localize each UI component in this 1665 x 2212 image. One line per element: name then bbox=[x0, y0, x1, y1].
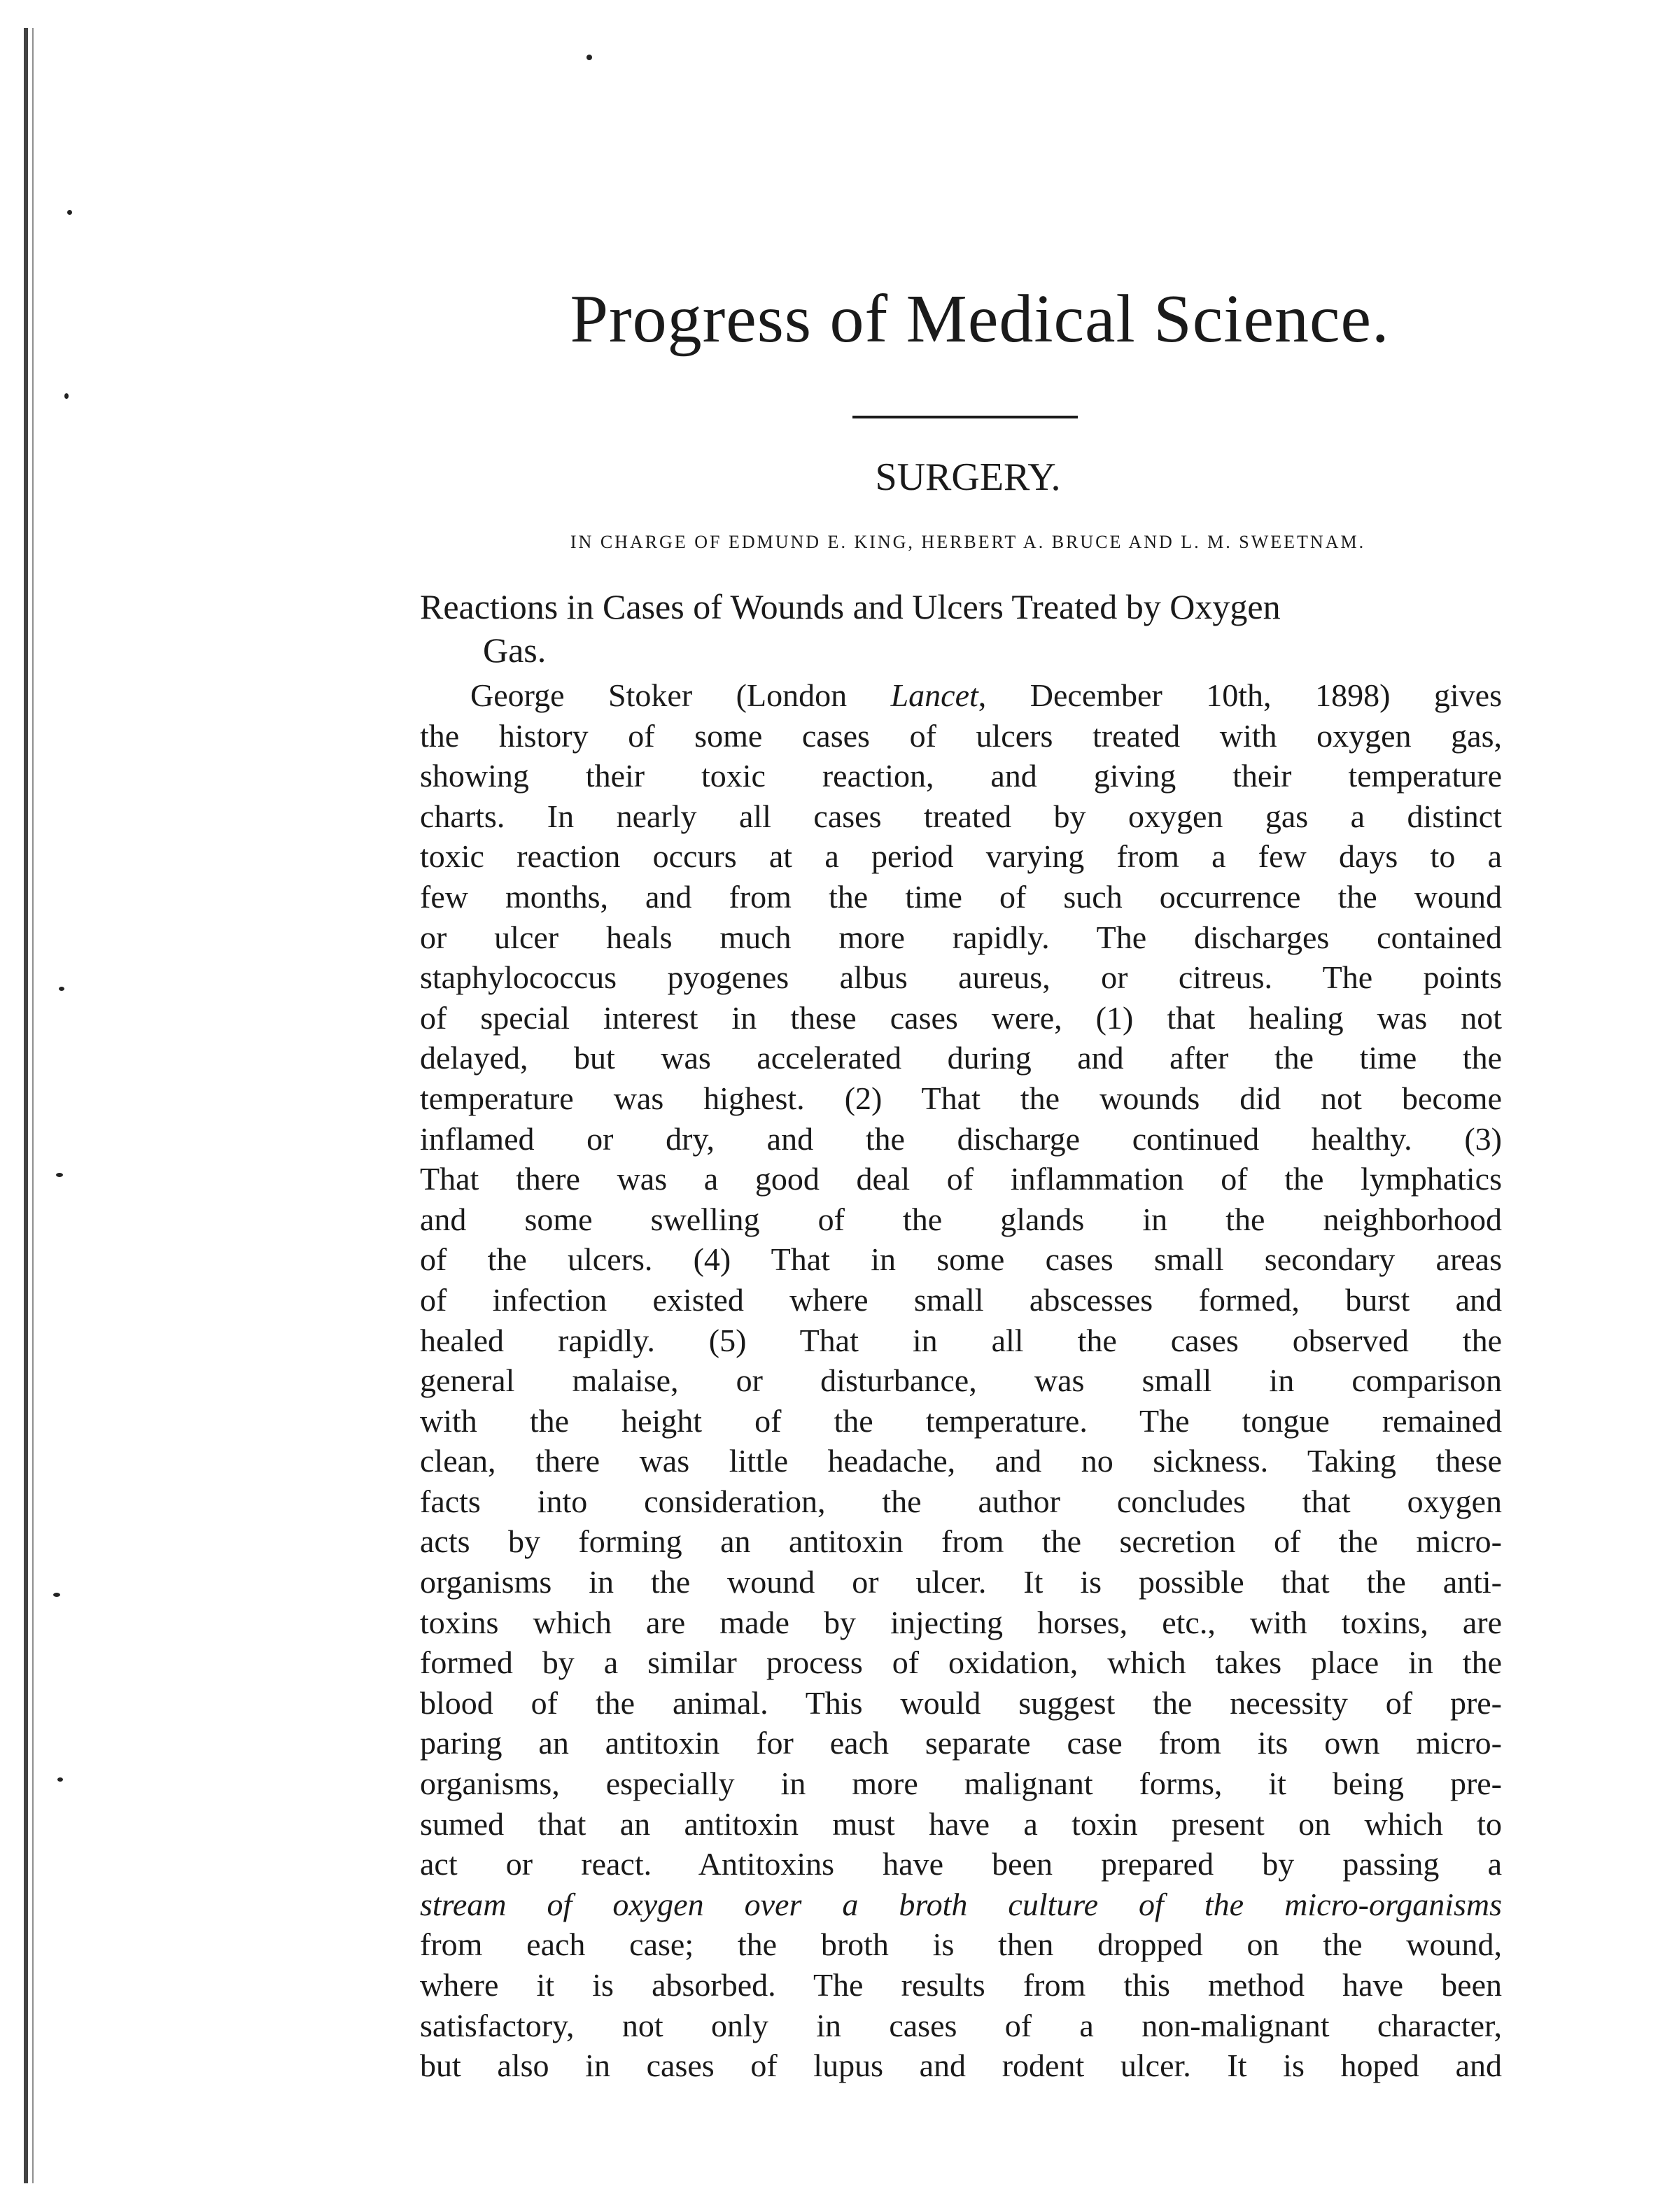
article-body-line: satisfactory, not only in cases of a non-malignant character, bbox=[420, 2007, 1502, 2043]
title-rule bbox=[852, 416, 1078, 418]
scan-speck bbox=[56, 1173, 63, 1177]
scan-speck bbox=[57, 1777, 63, 1782]
article-body-line: clean, there was little headache, and no sickness. Taking these bbox=[420, 1443, 1502, 1479]
article-body-line: sumed that an antitoxin must have a toxin present on which to bbox=[420, 1805, 1502, 1842]
article-body-line: stream of oxygen over a broth culture of the micro-organisms bbox=[420, 1886, 1502, 1922]
article-body-line: staphylococcus pyogenes albus aureus, or citreus. The points bbox=[420, 959, 1502, 996]
scan-speck bbox=[53, 1593, 60, 1597]
article-body-line: general malaise, or disturbance, was small in comparison bbox=[420, 1362, 1502, 1399]
scan-speck bbox=[586, 55, 592, 60]
article-body-line: charts. In nearly all cases treated by oxygen gas a distinct bbox=[420, 798, 1502, 834]
article-body-line: toxic reaction occurs at a period varying from a few days to a bbox=[420, 838, 1502, 875]
article-body-line: showing their toxic reaction, and giving their temperature bbox=[420, 758, 1502, 794]
article-body-line: of special interest in these cases were, (1) that healing was not bbox=[420, 999, 1502, 1036]
article-body-line: where it is absorbed. The results from this method have been bbox=[420, 1967, 1502, 2003]
article-body-line: and some swelling of the glands in the neighborhood bbox=[420, 1201, 1502, 1237]
article-body-line: acts by forming an antitoxin from the secretion of the micro- bbox=[420, 1523, 1502, 1560]
scan-speck bbox=[67, 210, 72, 215]
article-body-line: formed by a similar process of oxidation, which takes place in the bbox=[420, 1644, 1502, 1681]
article-body bbox=[420, 675, 1502, 2086]
article-body-line: from each case; the broth is then dropped on the wound, bbox=[420, 1926, 1502, 1963]
article-body-line: George Stoker (London Lancet, December 10th, 1898) gives bbox=[470, 677, 1502, 713]
article-body-line: That there was a good deal of inflammation of the lymphatics bbox=[420, 1161, 1502, 1197]
article-body-line: few months, and from the time of such occurrence the wound bbox=[420, 878, 1502, 915]
article-body-line: temperature was highest. (2) That the wounds did not become bbox=[420, 1080, 1502, 1116]
article-body-line: paring an antitoxin for each separate case from its own micro- bbox=[420, 1725, 1502, 1761]
article-body-line: of the ulcers. (4) That in some cases small secondary areas bbox=[420, 1241, 1502, 1278]
article-body-line: toxins which are made by injecting horses, etc., with toxins, are bbox=[420, 1604, 1502, 1640]
journal-title: Progress of Medical Science. bbox=[570, 281, 1390, 357]
article-body-line: facts into consideration, the author concludes that oxygen bbox=[420, 1483, 1502, 1519]
article-title-line-1: Reactions in Cases of Wounds and Ulcers Treated by Oxygen bbox=[420, 587, 1281, 626]
page-edge-shadow bbox=[32, 28, 34, 2183]
article-body-line: delayed, but was accelerated during and after the time the bbox=[420, 1040, 1502, 1076]
section-title: SURGERY. bbox=[875, 456, 1061, 499]
article-body-line: organisms in the wound or ulcer. It is possible that the anti- bbox=[420, 1564, 1502, 1600]
article-body-line: but also in cases of lupus and rodent ulcer. It is hoped and bbox=[420, 2048, 1502, 2084]
article-body-line: of infection existed where small abscesses formed, burst and bbox=[420, 1281, 1502, 1318]
article-body-line: act or react. Antitoxins have been prepared by passing a bbox=[420, 1846, 1502, 1882]
scan-speck bbox=[59, 987, 64, 991]
article-title-line-2: Gas. bbox=[483, 631, 547, 670]
article-body-line: organisms, especially in more malignant forms, it being pre- bbox=[420, 1766, 1502, 1802]
article-body-line: with the height of the temperature. The tongue remained bbox=[420, 1402, 1502, 1439]
article-body-line: inflamed or dry, and the discharge continued healthy. (3) bbox=[420, 1120, 1502, 1157]
scan-speck bbox=[64, 393, 69, 399]
article-body-line: blood of the animal. This would suggest the necessity of pre- bbox=[420, 1684, 1502, 1721]
article-body-line: healed rapidly. (5) That in all the cases observed the bbox=[420, 1322, 1502, 1358]
article-body-line: or ulcer heals much more rapidly. The discharges contained bbox=[420, 919, 1502, 955]
page-edge-binding bbox=[24, 28, 28, 2183]
article-title bbox=[420, 585, 1512, 672]
article-body-line: the history of some cases of ulcers treated with oxygen gas, bbox=[420, 717, 1502, 754]
section-editors: IN CHARGE OF EDMUND E. KING, HERBERT A. BRUCE AND L. M. SWEETNAM. bbox=[570, 532, 1366, 552]
